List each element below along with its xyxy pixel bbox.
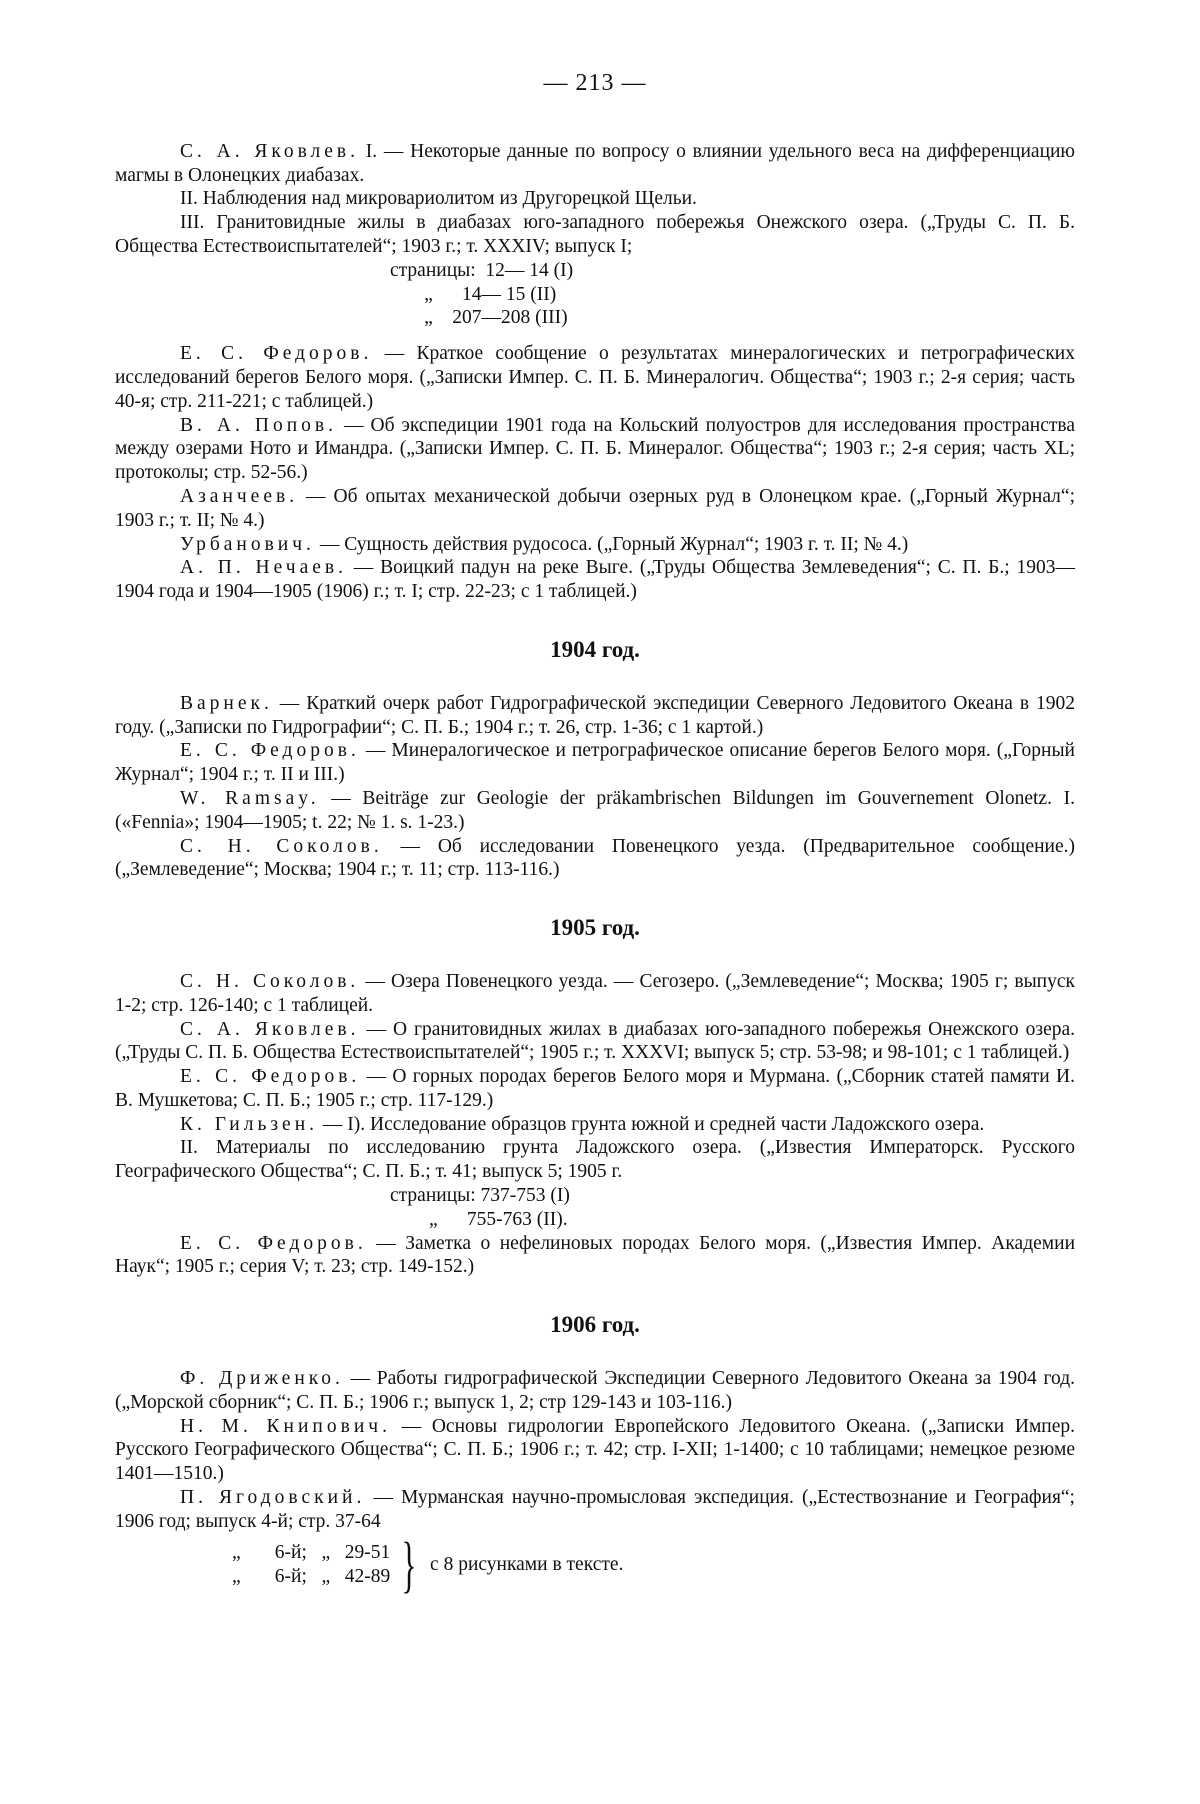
year-heading: 1905 год. xyxy=(550,915,640,941)
entry-text: — Об экспедиции 1901 года на Кольский полуостров для исследования пространства между озерами Ното и Имандра. („Записки Импер. С. П. Б. Минералог. Общества“; 1903 г.; 2-я серия; часть XL; протоколы; стр. 52-56.) xyxy=(115,414,1075,484)
bibliography-entry xyxy=(115,835,1075,883)
pages-line: страницы: 737-753 (I) xyxy=(390,1185,570,1207)
entry-text: — Заметка о нефелиновых породах Белого моря. („Известия Импер. Академии Наук“; 1905 г.; серия V; т. 23; стр. 149-152.) xyxy=(115,1232,1076,1278)
bibliography-entry xyxy=(115,1018,1075,1066)
entry-text: — Работы гидрографической Экспедиции Северного Ледовитого Океана за 1904 год. („Морской сборник“; С. П. Б.; 1906 г.; выпуск 1, 2; стр 129-143 и 103-116.) xyxy=(115,1368,1075,1413)
bibliography-entry xyxy=(115,556,1075,604)
entry-author: Е. С. Федоров. xyxy=(180,343,373,365)
bibliography-entry xyxy=(115,739,1075,787)
bibliography-entry xyxy=(115,342,1075,413)
right-brace-icon: } xyxy=(401,1530,417,1599)
entry-text: — Краткое сообщение о результатах минералогических и петрографических исследований берегов Белого моря. („Записки Импер. С. П. Б. Минералогич. Общества“; 1903 г.; 2-я серия; часть 40-я; стр. 211-221; с таблицей.) xyxy=(115,343,1075,412)
bibliography-entry xyxy=(115,970,1075,1018)
entry-text: I. — Некоторые данные по вопросу о влиянии удельного веса на дифференциацию магмы в Олонецких диабазах. xyxy=(115,140,1076,186)
entry-author: С. Н. Соколов. xyxy=(180,970,360,992)
page-number: — 213 — xyxy=(543,70,647,96)
entry-author: С. Н. Соколов. xyxy=(180,835,383,857)
brace-note: с 8 рисунками в тексте. xyxy=(430,1553,624,1575)
bibliography-entry xyxy=(115,787,1075,835)
entry-author: Е. С. Федоров. xyxy=(180,740,360,762)
bibliography-subentry: II. Наблюдения над микровариолитом из Другорецкой Щельи. xyxy=(180,188,697,210)
entry-author: А. П. Нечаев. xyxy=(180,557,347,579)
entry-text: — Основы гидрологии Европейского Ледовитого Океана. („Записки Импер. Русского Географического Общества“; С. П. Б.; 1906 г.; т. 42; стр. I-XII; 1-1400; с 10 таблицами; немецкое резюме 1401—1510.) xyxy=(115,1415,1076,1485)
bibliography-entry xyxy=(115,533,1075,557)
entry-text: — Краткий очерк работ Гидрографической экспедиции Северного Ледовитого Океана в 1902 году. („Записки по Гидрографии“; С. П. Б.; 1904 г.; т. 26, стр. 1-36; с 1 картой.) xyxy=(115,692,1075,738)
entry-text: — Об исследовании Повенецкого уезда. (Предварительное сообщение.) („Землеведение“; Москва; 1904 г.; т. 11; стр. 113-116.) xyxy=(115,835,1075,881)
entry-author: С. А. Яковлев. xyxy=(180,140,359,162)
entry-text: — Об опытах механической добычи озерных руд в Олонецком крае. („Горный Журнал“; 1903 г.; т. II; № 4.) xyxy=(115,485,1075,531)
entry-text: — Озера Повенецкого уезда. — Сегозеро. („Землеведение“; Москва; 1905 г; выпуск 1-2; стр. 126-140; с 1 таблицей. xyxy=(115,970,1075,1016)
entry-text: — Beiträge zur Geologie der präkambrischen Bildungen im Gouvernement Olonetz. I. («Fennia»; 1904—1905; t. 22; № 1. s. 1-23.) xyxy=(115,787,1075,833)
bibliography-entry xyxy=(115,1486,1075,1534)
entry-author: П. Ягодовский. xyxy=(180,1487,366,1509)
brace-lines xyxy=(115,1541,390,1589)
bibliography-entry xyxy=(115,485,1075,533)
entry-text: — О гранитовидных жилах в диабазах юго-западного побережья Онежского озера. („Труды С. П. Б. Общества Естествоиспытателей“; 1905 г.; т. XXXVI; выпуск 5; стр. 53-98; и 98-101; с 1 таблицей.) xyxy=(115,1018,1075,1064)
bibliography-entry xyxy=(115,140,1075,188)
entry-author: Варнек. xyxy=(180,692,273,714)
pages-brace-group xyxy=(115,1530,1075,1599)
entry-author: Азанчеев. xyxy=(180,485,299,507)
entry-author: Урбанович. xyxy=(180,533,315,555)
pages-line: „ 207—208 (III) xyxy=(390,307,568,329)
entry-author: Н. М. Книпович. xyxy=(180,1415,391,1437)
entry-author: С. А. Яковлев. xyxy=(180,1018,360,1040)
bibliography-entry xyxy=(115,1367,1075,1415)
bibliography-entry xyxy=(115,1415,1075,1486)
entry-text: — Минералогическое и петрографическое описание берегов Белого моря. („Горный Журнал“; 1904 г.; т. II и III.) xyxy=(115,740,1075,786)
entry-text: — Мурманская научно-промысловая экспедиция. („Естествознание и География“; 1906 год; выпуск 4-й; стр. 37-64 xyxy=(115,1487,1075,1532)
entry-author: К. Гильзен. xyxy=(180,1113,319,1135)
entry-text: — Воицкий падун на реке Выге. („Труды Общества Землеведения“; С. П. Б.; 1903—1904 года и 1904—1905 (1906) г.; т. I; стр. 22-23; с 1 таблицей.) xyxy=(115,557,1075,603)
entry-author: Е. С. Федоров. xyxy=(180,1232,367,1254)
bibliography-entry xyxy=(115,414,1075,485)
pages-line: „ 14— 15 (II) xyxy=(390,283,557,305)
pages-list xyxy=(390,259,1075,330)
pages-line: „ 6-й; „ 42-89 xyxy=(115,1565,391,1587)
entry-author: W. Ramsay. xyxy=(180,787,320,809)
entry-text: — О горных породах берегов Белого моря и Мурмана. („Сборник статей памяти И. В. Мушкетова; С. П. Б.; 1905 г.; стр. 117-129.) xyxy=(115,1066,1075,1111)
pages-line: „ 6-й; „ 29-51 xyxy=(115,1541,391,1563)
bibliography-entry xyxy=(115,1065,1075,1113)
bibliography-subentry: II. Материалы по исследованию грунта Ладожского озера. („Известия Императорск. Русского Географического Общества“; С. П. Б.; т. 41; выпуск 5; 1905 г. xyxy=(115,1137,1075,1183)
bibliography-subentry: III. Гранитовидные жилы в диабазах юго-западного побережья Онежского озера. („Труды С. П. Б. Общества Естествоиспытателей“; 1903 г.; т. XXXIV; выпуск I; xyxy=(115,212,1075,257)
bibliography-entry xyxy=(115,1232,1075,1280)
entry-author: Ф. Дриженко. xyxy=(180,1368,344,1390)
entry-text: — Сущность действия рудососа. („Горный Журнал“; 1903 г. т. II; № 4.) xyxy=(314,533,909,555)
entry-text: — I). Исследование образцов грунта южной и средней части Ладожского озера. xyxy=(318,1113,985,1135)
document-page xyxy=(115,70,1076,1599)
pages-line: страницы: 12— 14 (I) xyxy=(390,259,574,281)
entry-author: Е. С. Федоров. xyxy=(180,1066,361,1088)
bibliography-entry xyxy=(115,1113,1075,1137)
pages-list xyxy=(390,1184,1075,1232)
bibliography-entry xyxy=(115,692,1075,740)
pages-line: „ 755-763 (II). xyxy=(390,1208,568,1230)
year-heading: 1906 год. xyxy=(550,1312,640,1338)
year-heading: 1904 год. xyxy=(550,636,640,662)
entry-author: В. А. Попов. xyxy=(180,414,337,436)
